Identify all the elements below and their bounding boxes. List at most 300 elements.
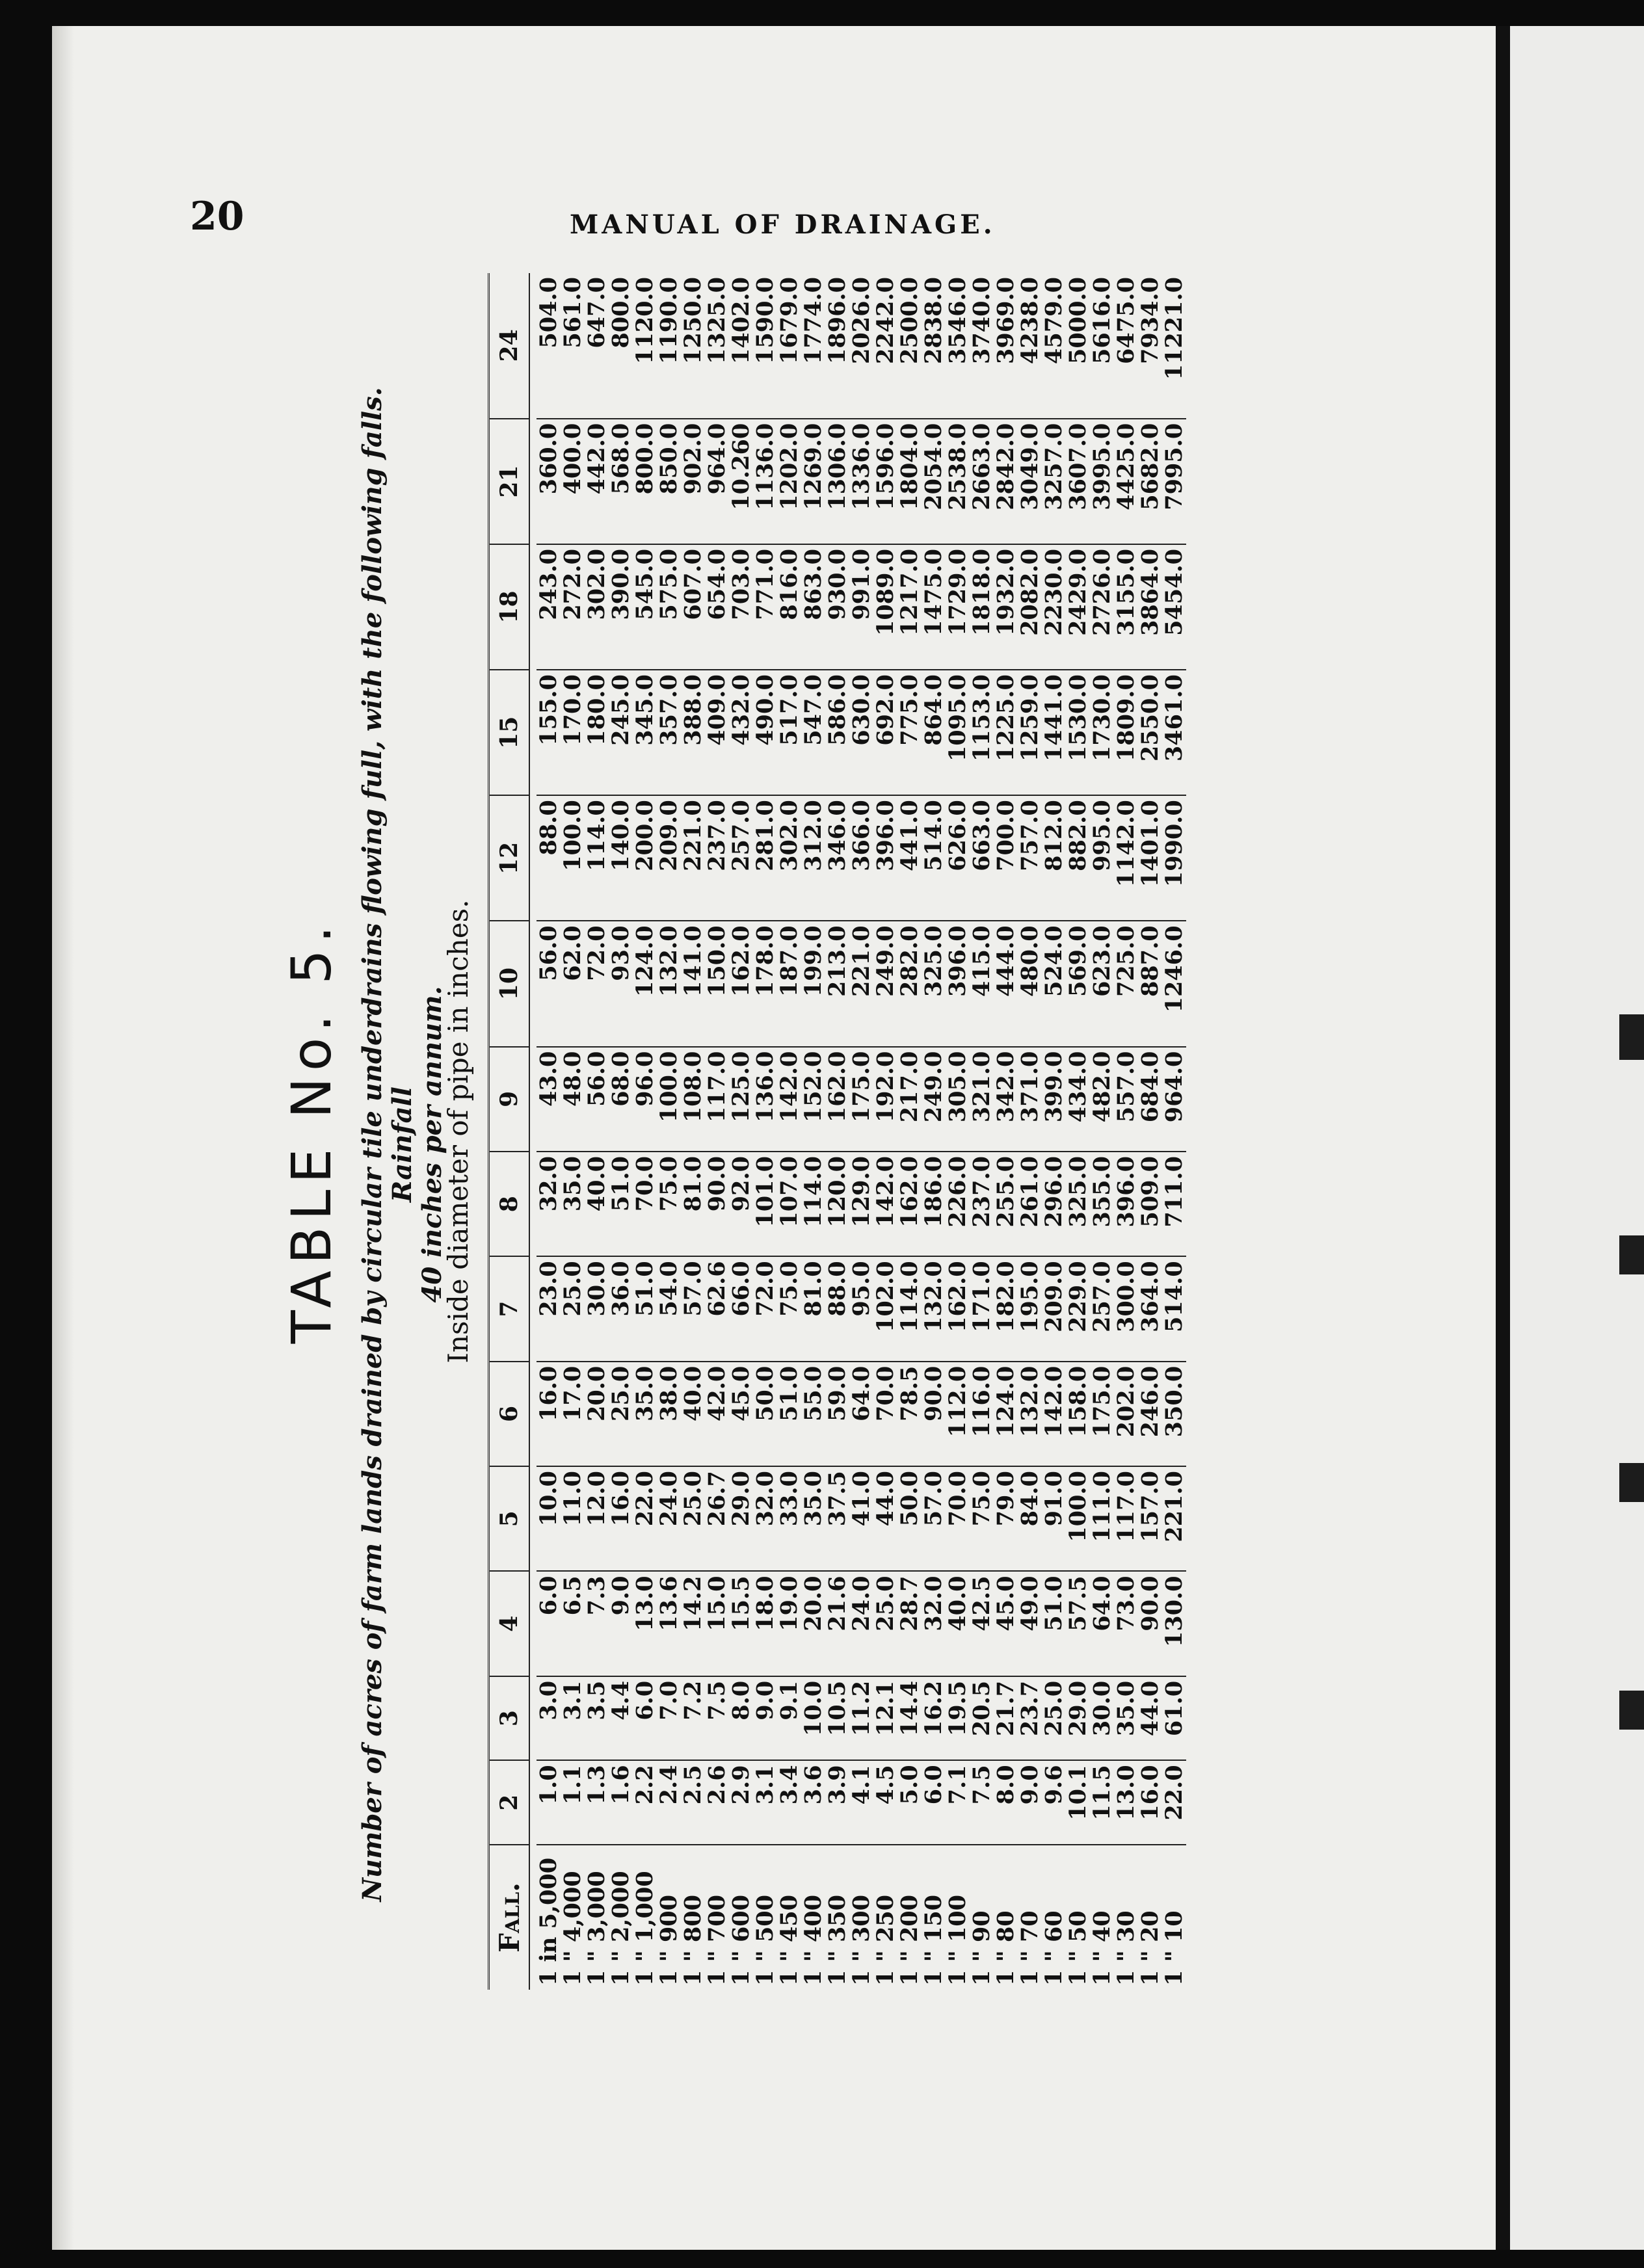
acreage-cell: 38.0	[657, 1362, 681, 1466]
acreage-cell: 88.0	[537, 795, 561, 921]
table-row	[1162, 273, 1186, 1990]
acreage-cell: 1896.0	[825, 273, 849, 419]
fall-header: Fall.	[489, 1845, 530, 1990]
acreage-cell: 124.0	[994, 1362, 1018, 1466]
acreage-cell: 2082.0	[1018, 544, 1042, 670]
fall-cell: 1 " 600	[728, 1894, 754, 1986]
diameter-header: 3	[489, 1676, 530, 1761]
acreage-cell: 1590.0	[753, 273, 777, 419]
table-title: TABLE No. 5.	[280, 919, 343, 1344]
acreage-cell: 1.0	[537, 1760, 561, 1845]
acreage-cell: 10.0	[801, 1676, 825, 1761]
acreage-cell: 42.5	[970, 1571, 994, 1676]
acreage-cell: 1202.0	[777, 419, 801, 544]
page-edge-shadow	[52, 26, 74, 2250]
acreage-cell: 3740.0	[970, 273, 994, 419]
acreage-cell: 57.5	[1066, 1571, 1090, 1676]
acreage-cell: 117.0	[1114, 1466, 1138, 1571]
acreage-cell: 130.0	[1162, 1571, 1186, 1676]
acreage-cell: 24.0	[849, 1571, 873, 1676]
acreage-cell: 1818.0	[970, 544, 994, 670]
table-row	[849, 273, 873, 1990]
acreage-cell: 88.0	[825, 1256, 849, 1361]
acreage-cell: 1990.0	[1162, 795, 1186, 921]
fall-cell: 1 " 500	[752, 1894, 778, 1986]
acreage-cell: 7.0	[657, 1676, 681, 1761]
acreage-cell: 13.0	[1114, 1760, 1138, 1845]
acreage-cell: 64.0	[1090, 1571, 1114, 1676]
acreage-cell: 490.0	[753, 670, 777, 795]
acreage-cell: 84.0	[1018, 1466, 1042, 1571]
acreage-cell: 162.0	[946, 1256, 970, 1361]
acreage-cell: 54.0	[657, 1256, 681, 1361]
table-subtitle-line2: 40 inches per annum.	[417, 986, 447, 1303]
fall-cell: 1 " 400	[800, 1894, 827, 1986]
acreage-cell: 357.0	[657, 670, 681, 795]
acreage-cell: 1402.0	[729, 273, 753, 419]
table-subtitle	[358, 338, 447, 1951]
acreage-cell: 7.5	[705, 1676, 729, 1761]
acreage-cell: 72.0	[753, 1256, 777, 1361]
acreage-cell: 350.0	[1162, 1362, 1186, 1466]
acreage-cell: 186.0	[921, 1152, 946, 1256]
acreage-cell: 229.0	[1066, 1256, 1090, 1361]
acreage-cell: 5616.0	[1090, 273, 1114, 419]
acreage-cell: 3.1	[753, 1760, 777, 1845]
acreage-cell: 4.1	[849, 1760, 873, 1845]
acreage-cell: 300.0	[1114, 1256, 1138, 1361]
fall-cell: 1 " 20	[1137, 1910, 1163, 1986]
acreage-cell: 514.0	[921, 795, 946, 921]
acreage-cell: 400.0	[561, 419, 585, 544]
acreage-cell: 4238.0	[1018, 273, 1042, 419]
acreage-cell: 141.0	[681, 921, 705, 1046]
acreage-cell: 11.0	[561, 1466, 585, 1571]
acreage-cell: 257.0	[729, 795, 753, 921]
acreage-cell: 1729.0	[946, 544, 970, 670]
bleed-mark	[1619, 1235, 1644, 1274]
acreage-cell: 2663.0	[970, 419, 994, 544]
acreage-cell: 396.0	[1114, 1152, 1138, 1256]
acreage-cell: 444.0	[994, 921, 1018, 1046]
acreage-cell: 51.0	[777, 1362, 801, 1466]
acreage-cell: 396.0	[873, 795, 897, 921]
acreage-cell: 50.0	[753, 1362, 777, 1466]
table-subtitle-line1: Number of acres of farm lands drained by circular tile underdrains flowing full, with the following falls. Rainfall	[357, 387, 418, 1902]
acreage-cell: 136.0	[753, 1047, 777, 1152]
acreage-cell: 3.1	[561, 1676, 585, 1761]
acreage-cell: 1225.0	[994, 670, 1018, 795]
acreage-cell: 995.0	[1090, 795, 1114, 921]
acreage-cell: 2.2	[633, 1760, 657, 1845]
acreage-cell: 178.0	[753, 921, 777, 1046]
acreage-cell: 1259.0	[1018, 670, 1042, 795]
acreage-cell: 3864.0	[1138, 544, 1162, 670]
acreage-cell: 1441.0	[1042, 670, 1066, 795]
acreage-cell: 158.0	[1066, 1362, 1090, 1466]
acreage-cell: 18.0	[753, 1571, 777, 1676]
acreage-cell: 3155.0	[1114, 544, 1138, 670]
acreage-cell: 70.0	[633, 1152, 657, 1256]
acreage-cell: 2838.0	[921, 273, 946, 419]
fall-cell: 1 " 40	[1089, 1910, 1115, 1986]
acreage-cell: 725.0	[1114, 921, 1138, 1046]
acreage-cell: 3.5	[585, 1676, 609, 1761]
acreage-cell: 17.0	[561, 1362, 585, 1466]
acreage-cell: 180.0	[585, 670, 609, 795]
acreage-cell: 246.0	[1138, 1362, 1162, 1466]
acreage-cell: 441.0	[897, 795, 921, 921]
table-row	[825, 273, 849, 1990]
acreage-cell: 114.0	[801, 1152, 825, 1256]
acreage-cell: 654.0	[705, 544, 729, 670]
acreage-cell: 175.0	[849, 1047, 873, 1152]
acreage-cell: 213.0	[825, 921, 849, 1046]
acreage-cell: 255.0	[994, 1152, 1018, 1256]
acreage-cell: 703.0	[729, 544, 753, 670]
table-row	[873, 273, 897, 1990]
acreage-cell: 19.5	[946, 1676, 970, 1761]
table-row	[753, 273, 777, 1990]
acreage-cell: 2.5	[681, 1760, 705, 1845]
fall-cell: 1 " 3,000	[583, 1871, 610, 1986]
acreage-cell: 62.6	[705, 1256, 729, 1361]
acreage-cell: 217.0	[897, 1047, 921, 1152]
bleed-mark	[1619, 1463, 1644, 1502]
acreage-cell: 2538.0	[946, 419, 970, 544]
table-spacer-row	[529, 273, 537, 1990]
acreage-cell: 2500.0	[897, 273, 921, 419]
acreage-cell: 40.0	[946, 1571, 970, 1676]
table-row	[777, 273, 801, 1990]
acreage-cell: 132.0	[657, 921, 681, 1046]
acreage-cell: 6.0	[921, 1760, 946, 1845]
acreage-cell: 623.0	[1090, 921, 1114, 1046]
acreage-cell: 6.5	[561, 1571, 585, 1676]
fall-cell: 1 " 90	[968, 1910, 995, 1986]
acreage-cell: 162.0	[897, 1152, 921, 1256]
acreage-cell: 569.0	[1066, 921, 1090, 1046]
diameter-header: 24	[489, 273, 530, 419]
acreage-cell: 66.0	[729, 1256, 753, 1361]
acreage-cell: 237.0	[970, 1152, 994, 1256]
acreage-cell: 237.0	[705, 795, 729, 921]
acreage-cell: 2.9	[729, 1760, 753, 1845]
acreage-cell: 360.0	[537, 419, 561, 544]
acreage-cell: 22.0	[1162, 1760, 1186, 1845]
acreage-cell: 545.0	[633, 544, 657, 670]
acreage-cell: 1246.0	[1162, 921, 1186, 1046]
acreage-cell: 23.0	[537, 1256, 561, 1361]
acreage-cell: 647.0	[585, 273, 609, 419]
acreage-cell: 171.0	[970, 1256, 994, 1361]
acreage-cell: 6.0	[537, 1571, 561, 1676]
acreage-cell: 700.0	[994, 795, 1018, 921]
acreage-cell: 342.0	[994, 1047, 1018, 1152]
diameter-header: 6	[489, 1362, 530, 1466]
acreage-cell: 1.3	[585, 1760, 609, 1845]
acreage-cell: 124.0	[633, 921, 657, 1046]
acreage-cell: 864.0	[921, 670, 946, 795]
acreage-cell: 25.0	[1042, 1676, 1066, 1761]
acreage-cell: 1.1	[561, 1760, 585, 1845]
rotated-table-block	[280, 273, 1346, 1990]
acreage-cell: 509.0	[1138, 1152, 1162, 1256]
acreage-cell: 480.0	[1018, 921, 1042, 1046]
table-header-row	[489, 273, 530, 1990]
acreage-cell: 16.2	[921, 1676, 946, 1761]
acreage-cell: 90.0	[921, 1362, 946, 1466]
acreage-cell: 524.0	[1042, 921, 1066, 1046]
acreage-cell: 10.5	[825, 1676, 849, 1761]
acreage-cell: 16.0	[609, 1466, 633, 1571]
acreage-cell: 11.2	[849, 1676, 873, 1761]
acreage-cell: 114.0	[585, 795, 609, 921]
acreage-cell: 45.0	[729, 1362, 753, 1466]
acreage-cell: 6.0	[633, 1676, 657, 1761]
acreage-cell: 514.0	[1162, 1256, 1186, 1361]
acreage-cell: 48.0	[561, 1047, 585, 1152]
acreage-cell: 23.7	[1018, 1676, 1042, 1761]
table-row	[897, 273, 921, 1990]
acreage-cell: 10.0	[537, 1466, 561, 1571]
acreage-cell: 371.0	[1018, 1047, 1042, 1152]
acreage-cell: 33.0	[777, 1466, 801, 1571]
acreage-cell: 100.0	[561, 795, 585, 921]
acreage-cell: 221.0	[1162, 1466, 1186, 1571]
acreage-cell: 964.0	[705, 419, 729, 544]
acreage-cell: 209.0	[1042, 1256, 1066, 1361]
acreage-cell: 850.0	[657, 419, 681, 544]
table-row	[1042, 273, 1066, 1990]
acreage-cell: 9.1	[777, 1676, 801, 1761]
acreage-cell: 11.5	[1090, 1760, 1114, 1845]
acreage-cell: 1530.0	[1066, 670, 1090, 795]
acreage-cell: 192.0	[873, 1047, 897, 1152]
acreage-cell: 111.0	[1090, 1466, 1114, 1571]
acreage-cell: 7934.0	[1138, 273, 1162, 419]
table-row	[994, 273, 1018, 1990]
acreage-cell: 95.0	[849, 1256, 873, 1361]
acreage-cell: 2026.0	[849, 273, 873, 419]
acreage-cell: 1153.0	[970, 670, 994, 795]
acreage-cell: 100.0	[1066, 1466, 1090, 1571]
diameter-header: 5	[489, 1466, 530, 1571]
fall-cell: 1 " 250	[872, 1894, 899, 1986]
acreage-cell: 93.0	[609, 921, 633, 1046]
acreage-cell: 21.6	[825, 1571, 849, 1676]
acreage-cell: 142.0	[777, 1047, 801, 1152]
acreage-cell: 302.0	[777, 795, 801, 921]
acreage-cell: 3257.0	[1042, 419, 1066, 544]
acreage-cell: 711.0	[1162, 1152, 1186, 1256]
table-row	[801, 273, 825, 1990]
acreage-cell: 9.0	[753, 1676, 777, 1761]
acreage-cell: 36.0	[609, 1256, 633, 1361]
acreage-cell: 1596.0	[873, 419, 897, 544]
acreage-cell: 57.0	[921, 1466, 946, 1571]
table-body	[529, 273, 1186, 1990]
acreage-cell: 1089.0	[873, 544, 897, 670]
acreage-cell: 175.0	[1090, 1362, 1114, 1466]
acreage-cell: 16.0	[1138, 1760, 1162, 1845]
acreage-cell: 7.5	[970, 1760, 994, 1845]
table-row	[705, 273, 729, 1990]
acreage-cell: 5682.0	[1138, 419, 1162, 544]
acreage-cell: 1.6	[609, 1760, 633, 1845]
acreage-cell: 62.0	[561, 921, 585, 1046]
acreage-cell: 129.0	[849, 1152, 873, 1256]
acreage-cell: 10.260	[729, 419, 753, 544]
acreage-cell: 245.0	[609, 670, 633, 795]
acreage-cell: 4.5	[873, 1760, 897, 1845]
acreage-cell: 305.0	[946, 1047, 970, 1152]
acreage-cell: 132.0	[921, 1256, 946, 1361]
acreage-cell: 90.0	[1138, 1571, 1162, 1676]
acreage-cell: 20.0	[801, 1571, 825, 1676]
acreage-cell: 355.0	[1090, 1152, 1114, 1256]
acreage-cell: 2.4	[657, 1760, 681, 1845]
acreage-cell: 364.0	[1138, 1256, 1162, 1361]
acreage-cell: 29.0	[729, 1466, 753, 1571]
acreage-cell: 281.0	[753, 795, 777, 921]
acreage-cell: 221.0	[681, 795, 705, 921]
acreage-cell: 25.0	[561, 1256, 585, 1361]
acreage-cell: 771.0	[753, 544, 777, 670]
acreage-cell: 157.0	[1138, 1466, 1162, 1571]
acreage-cell: 302.0	[585, 544, 609, 670]
fall-cell: 1 " 300	[848, 1894, 875, 1986]
fall-cell: 1 " 900	[656, 1894, 682, 1986]
fall-cell: 1 in 5,000	[535, 1857, 562, 1986]
acreage-cell: 14.2	[681, 1571, 705, 1676]
acreage-cell: 209.0	[657, 795, 681, 921]
acreage-cell: 1306.0	[825, 419, 849, 544]
acreage-cell: 2230.0	[1042, 544, 1066, 670]
fall-cell: 1 " 700	[704, 1894, 730, 1986]
fall-cell: 1 " 450	[776, 1894, 802, 1986]
acreage-cell: 586.0	[825, 670, 849, 795]
diameter-header: 15	[489, 670, 530, 795]
acreage-cell: 607.0	[681, 544, 705, 670]
acreage-cell: 102.0	[873, 1256, 897, 1361]
acreage-cell: 2550.0	[1138, 670, 1162, 795]
acreage-cell: 5.0	[897, 1760, 921, 1845]
acreage-cell: 321.0	[970, 1047, 994, 1152]
diameter-header: 2	[489, 1760, 530, 1845]
acreage-cell: 366.0	[849, 795, 873, 921]
acreage-cell: 2726.0	[1090, 544, 1114, 670]
acreage-cell: 2.6	[705, 1760, 729, 1845]
acreage-cell: 1250.0	[681, 273, 705, 419]
acreage-cell: 3049.0	[1018, 419, 1042, 544]
acreage-cell: 4.4	[609, 1676, 633, 1761]
acreage-cell: 1120.0	[633, 273, 657, 419]
acreage-cell: 7.2	[681, 1676, 705, 1761]
acreage-cell: 2242.0	[873, 273, 897, 419]
acreage-cell: 81.0	[801, 1256, 825, 1361]
acreage-cell: 396.0	[946, 921, 970, 1046]
table-spacer-cell	[529, 273, 537, 1990]
diameter-caption-text: Inside diameter of pipe in inches.	[442, 899, 474, 1364]
acreage-cell: 504.0	[537, 273, 561, 419]
diameter-header: 7	[489, 1256, 530, 1361]
diameter-header: 12	[489, 795, 530, 921]
acreage-cell: 390.0	[609, 544, 633, 670]
acreage-cell: 20.5	[970, 1676, 994, 1761]
table-row	[921, 273, 946, 1990]
diameter-header: 10	[489, 921, 530, 1046]
acreage-cell: 64.0	[849, 1362, 873, 1466]
acreage-cell: 30.0	[585, 1256, 609, 1361]
acreage-cell: 44.0	[873, 1466, 897, 1571]
acreage-cell: 170.0	[561, 670, 585, 795]
fall-cell: 1 " 80	[992, 1910, 1019, 1986]
table-row	[633, 273, 657, 1990]
acreage-cell: 49.0	[1018, 1571, 1042, 1676]
acreage-cell: 442.0	[585, 419, 609, 544]
acreage-cell: 73.0	[1114, 1571, 1138, 1676]
acreage-cell: 249.0	[873, 921, 897, 1046]
acreage-cell: 13.0	[633, 1571, 657, 1676]
acreage-cell: 56.0	[537, 921, 561, 1046]
table-row	[609, 273, 633, 1990]
acreage-cell: 57.0	[681, 1256, 705, 1361]
fall-cell: 1 " 150	[920, 1894, 947, 1986]
acreage-cell: 1095.0	[946, 670, 970, 795]
acreage-cell: 140.0	[609, 795, 633, 921]
diameter-header: 4	[489, 1571, 530, 1676]
acreage-cell: 44.0	[1138, 1676, 1162, 1761]
acreage-cell: 199.0	[801, 921, 825, 1046]
acreage-cell: 345.0	[633, 670, 657, 795]
acreage-cell: 221.0	[849, 921, 873, 1046]
acreage-cell: 92.0	[729, 1152, 753, 1256]
acreage-cell: 2429.0	[1066, 544, 1090, 670]
table-row	[1114, 273, 1138, 1990]
acreage-cell: 557.0	[1114, 1047, 1138, 1152]
drainage-table	[488, 273, 1186, 1990]
acreage-cell: 25.0	[609, 1362, 633, 1466]
acreage-cell: 1217.0	[897, 544, 921, 670]
table-row	[537, 273, 561, 1990]
acreage-cell: 100.0	[657, 1047, 681, 1152]
table-row	[729, 273, 753, 1990]
acreage-cell: 40.0	[681, 1362, 705, 1466]
acreage-cell: 56.0	[585, 1047, 609, 1152]
acreage-cell: 42.0	[705, 1362, 729, 1466]
acreage-cell: 3995.0	[1090, 419, 1114, 544]
table-row	[681, 273, 705, 1990]
acreage-cell: 3.4	[777, 1760, 801, 1845]
acreage-cell: 432.0	[729, 670, 753, 795]
acreage-cell: 28.7	[897, 1571, 921, 1676]
acreage-cell: 117.0	[705, 1047, 729, 1152]
acreage-cell: 1142.0	[1114, 795, 1138, 921]
acreage-cell: 568.0	[609, 419, 633, 544]
acreage-cell: 32.0	[753, 1466, 777, 1571]
acreage-cell: 1730.0	[1090, 670, 1114, 795]
acreage-cell: 964.0	[1162, 1047, 1186, 1152]
acreage-cell: 282.0	[897, 921, 921, 1046]
acreage-cell: 1809.0	[1114, 670, 1138, 795]
acreage-cell: 3461.0	[1162, 670, 1186, 795]
acreage-cell: 887.0	[1138, 921, 1162, 1046]
running-head: MANUAL OF DRAINAGE.	[570, 209, 996, 240]
acreage-cell: 142.0	[873, 1152, 897, 1256]
acreage-cell: 96.0	[633, 1047, 657, 1152]
acreage-cell: 50.0	[897, 1466, 921, 1571]
